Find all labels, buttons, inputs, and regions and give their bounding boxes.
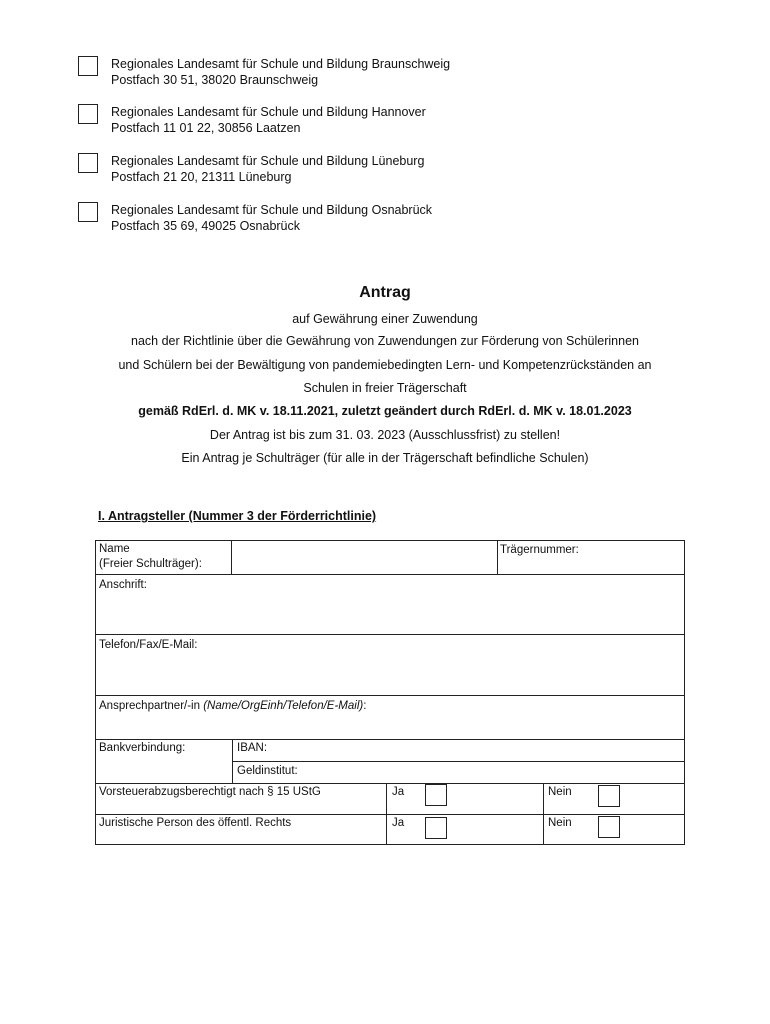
- ansprechpartner-hint: (Name/OrgEinh/Telefon/E-Mail): [203, 700, 364, 712]
- bankverbindung-label: Bankverbindung:: [99, 742, 186, 754]
- ansprechpartner-field[interactable]: [96, 714, 684, 739]
- subtitle-line-4: Schulen in freier Trägerschaft: [303, 381, 467, 395]
- vorsteuer-label: Vorsteuerabzugsberechtigt nach § 15 UStG: [99, 786, 321, 798]
- juristisch-ja-checkbox[interactable]: [425, 817, 447, 839]
- anschrift-field[interactable]: [96, 593, 684, 634]
- office-address: Postfach 35 69, 49025 Osnabrück: [111, 219, 301, 233]
- section-title: I. Antragsteller (Nummer 3 der Förderrichtlinie): [98, 509, 377, 523]
- vorsteuer-ja-label: Ja: [392, 786, 405, 798]
- name-label: Name: [99, 543, 130, 555]
- subtitle-line-3: und Schülern bei der Bewältigung von pandemiebedingten Lern- und Kompetenzrückständen an: [118, 358, 652, 372]
- column-divider: [232, 739, 233, 783]
- kontakt-field[interactable]: [96, 653, 684, 695]
- form-title: Antrag: [359, 284, 411, 301]
- ansprechpartner-colon: :: [363, 700, 367, 712]
- row-divider: [95, 574, 685, 575]
- office-address: Postfach 30 51, 38020 Braunschweig: [111, 73, 319, 87]
- traegernummer-label: Trägernummer:: [500, 544, 579, 556]
- row-divider: [95, 634, 685, 635]
- office-name: Regionales Landesamt für Schule und Bildung Hannover: [111, 105, 426, 119]
- vorsteuer-nein-label: Nein: [548, 786, 572, 798]
- name-label-sub: (Freier Schulträger):: [99, 558, 202, 570]
- kontakt-label: Telefon/Fax/E-Mail:: [99, 639, 198, 651]
- subtitle-line-1: auf Gewährung einer Zuwendung: [292, 312, 478, 326]
- juristisch-nein-checkbox[interactable]: [598, 816, 620, 838]
- office-address: Postfach 11 01 22, 30856 Laatzen: [111, 121, 301, 135]
- juristisch-nein-label: Nein: [548, 817, 572, 829]
- iban-field[interactable]: [275, 740, 684, 761]
- row-divider: [95, 695, 685, 696]
- column-divider: [386, 783, 387, 845]
- row-divider: [95, 814, 685, 815]
- name-field[interactable]: [232, 541, 497, 574]
- row-divider: [95, 783, 685, 784]
- ansprechpartner-label-text: Ansprechpartner/-in: [99, 700, 200, 712]
- office-checkbox-osnabrueck[interactable]: [78, 202, 98, 222]
- ansprechpartner-label: [99, 699, 366, 713]
- office-checkbox-braunschweig[interactable]: [78, 56, 98, 76]
- juristisch-ja-label: Ja: [392, 817, 405, 829]
- table-border: [95, 844, 685, 845]
- office-name: Regionales Landesamt für Schule und Bildung Braunschweig: [111, 57, 451, 71]
- geldinstitut-label: Geldinstitut:: [237, 765, 298, 777]
- applicant-table: [95, 540, 685, 845]
- geldinstitut-field[interactable]: [315, 762, 684, 783]
- scope-notice: Ein Antrag je Schulträger (für alle in der Trägerschaft befindliche Schulen): [181, 451, 589, 465]
- subtitle-line-2: nach der Richtlinie über die Gewährung von Zuwendungen zur Förderung von Schülerinnen: [131, 334, 639, 348]
- juristisch-label: Juristische Person des öffentl. Rechts: [99, 817, 292, 829]
- anschrift-label: Anschrift:: [99, 579, 147, 591]
- office-name: Regionales Landesamt für Schule und Bildung Osnabrück: [111, 203, 433, 217]
- table-border: [684, 540, 685, 845]
- office-name: Regionales Landesamt für Schule und Bildung Lüneburg: [111, 154, 425, 168]
- traegernummer-field[interactable]: [498, 558, 684, 574]
- iban-label: IBAN:: [237, 742, 268, 754]
- office-address: Postfach 21 20, 21311 Lüneburg: [111, 170, 292, 184]
- column-divider: [543, 783, 544, 845]
- deadline-notice: Der Antrag ist bis zum 31. 03. 2023 (Ausschlussfrist) zu stellen!: [209, 428, 561, 442]
- legal-reference: gemäß RdErl. d. MK v. 18.11.2021, zuletzt geändert durch RdErl. d. MK v. 18.01.2023: [138, 404, 632, 418]
- office-checkbox-hannover[interactable]: [78, 104, 98, 124]
- office-checkbox-lueneburg[interactable]: [78, 153, 98, 173]
- vorsteuer-nein-checkbox[interactable]: [598, 785, 620, 807]
- vorsteuer-ja-checkbox[interactable]: [425, 784, 447, 806]
